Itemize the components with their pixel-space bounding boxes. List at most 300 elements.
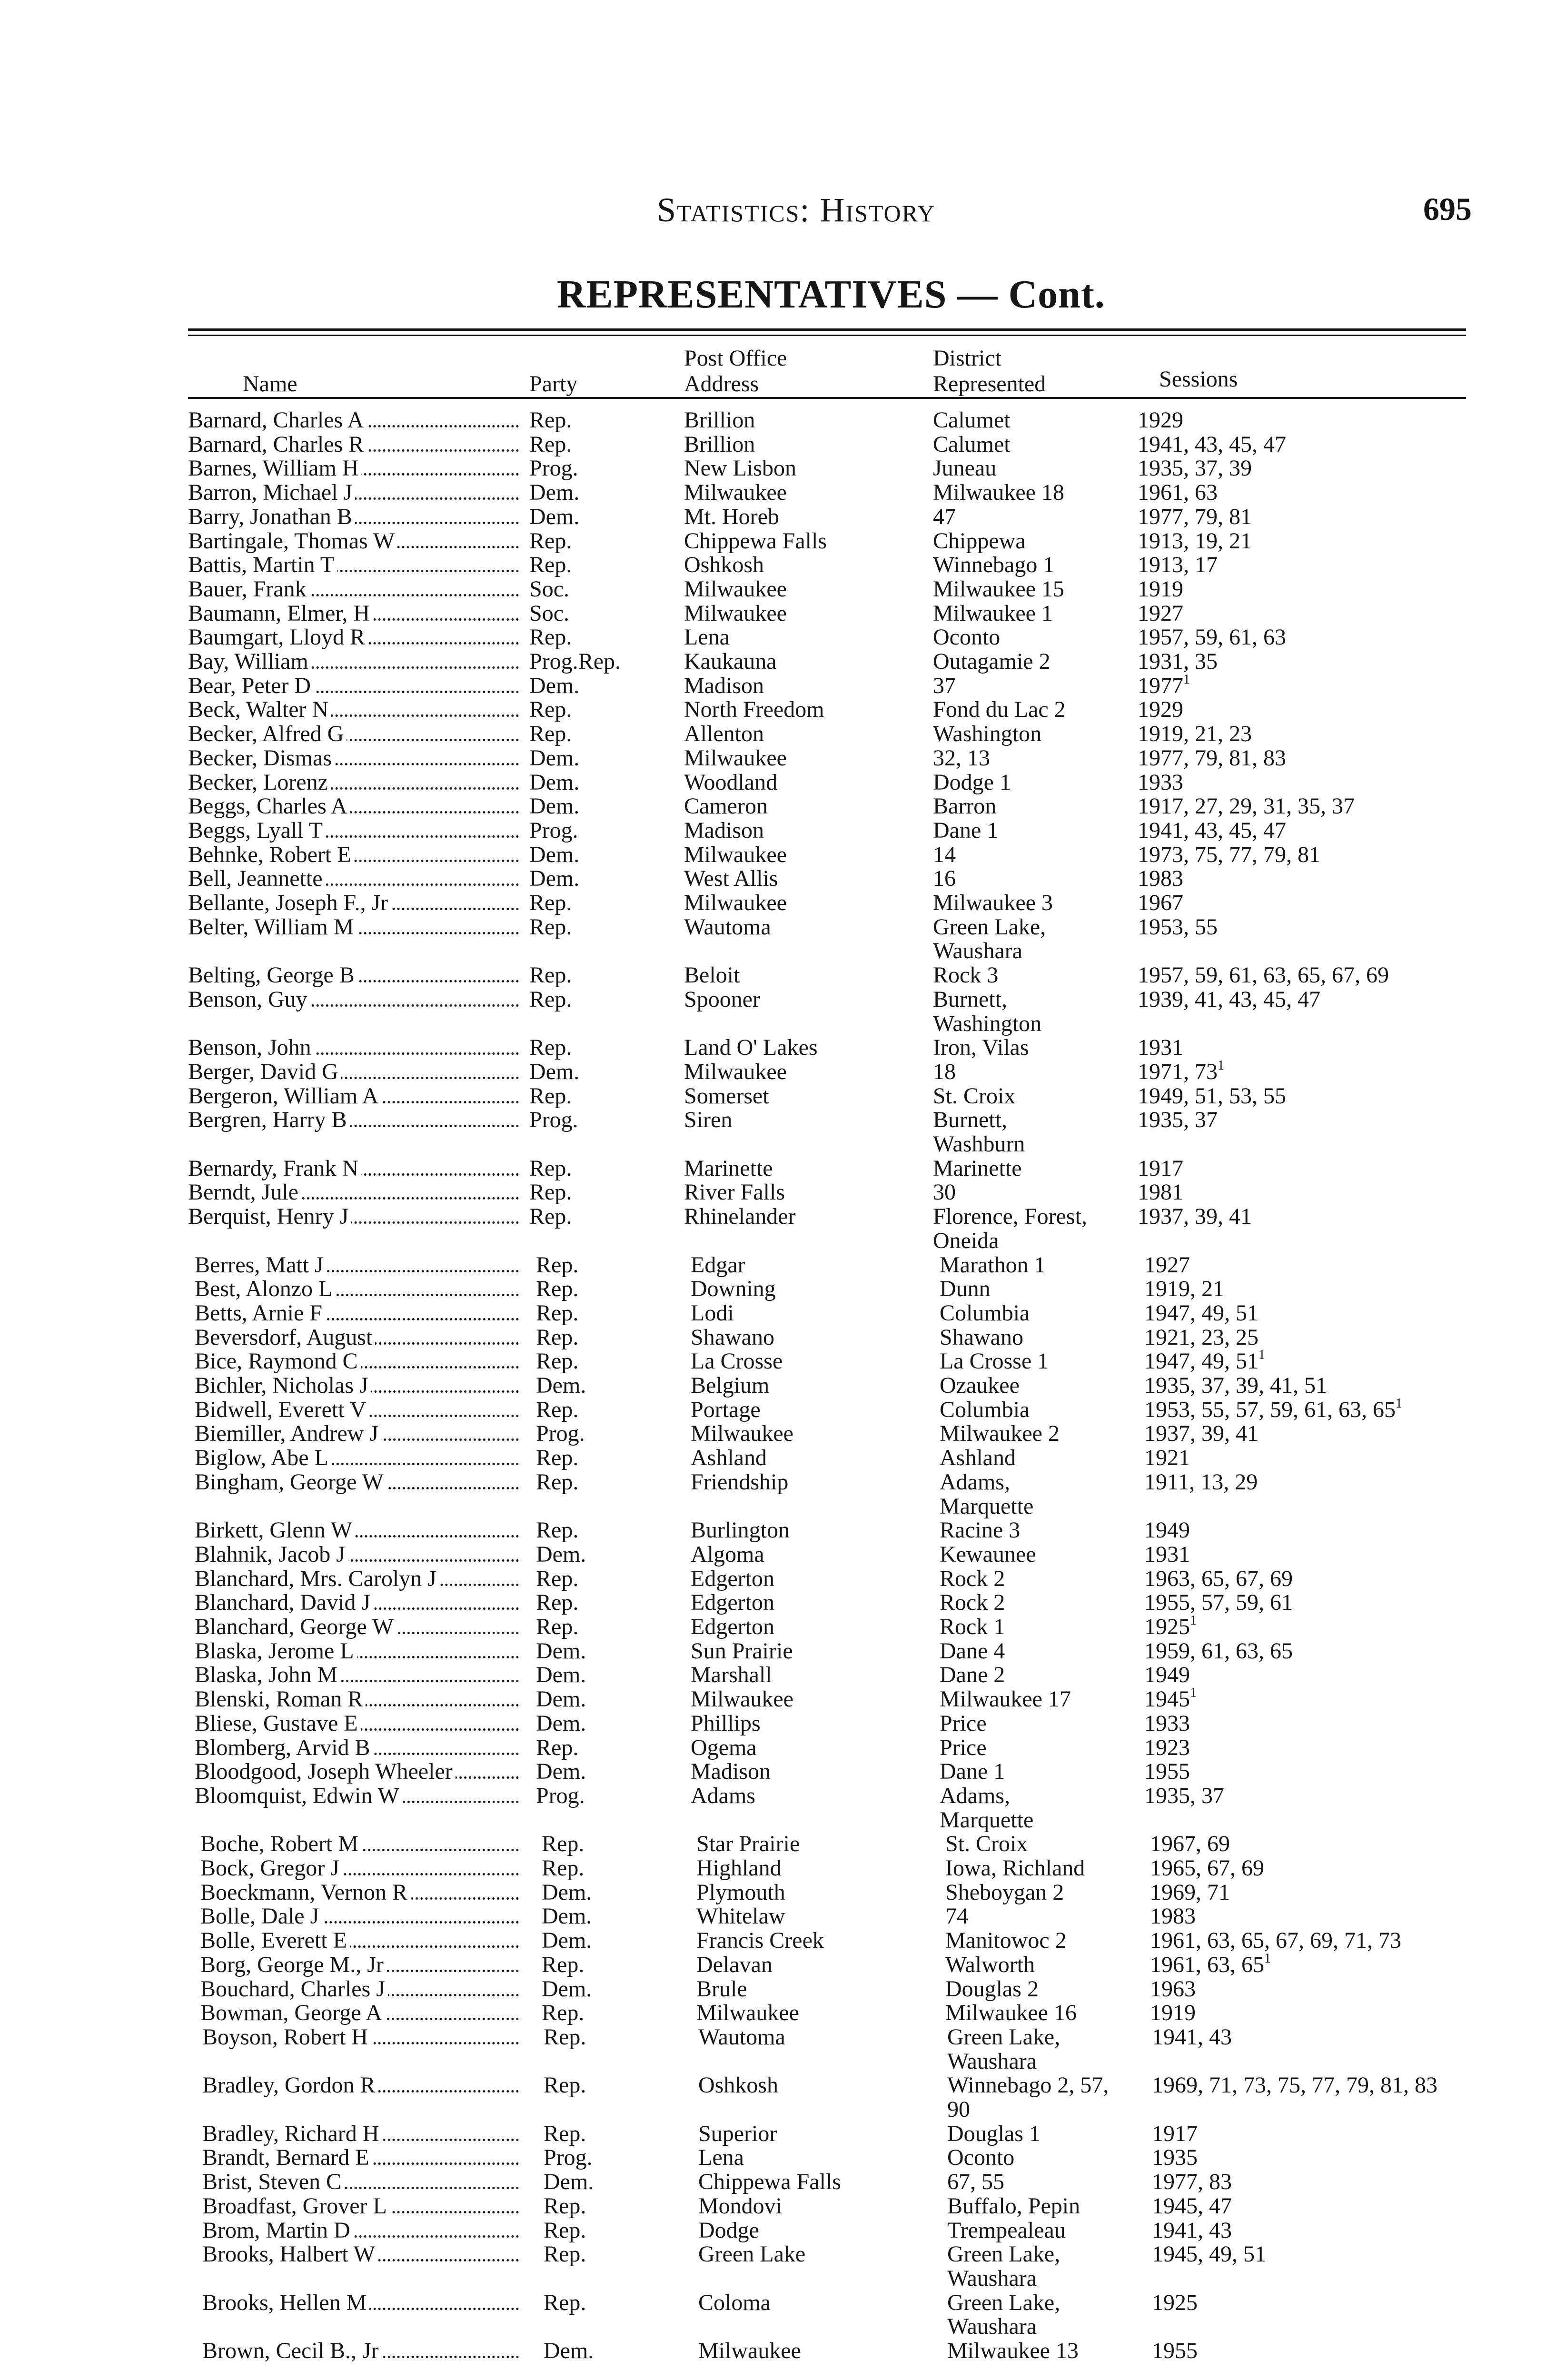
sessions-text: 1933 [1138, 769, 1183, 795]
sessions [1152, 2170, 1232, 2194]
member-name [195, 1639, 519, 1663]
post-office: Spooner [684, 986, 760, 1012]
post-office: Adams [691, 1783, 755, 1808]
member-name-text: Betts, Arnie F [195, 1301, 325, 1325]
member-name-text: Bellante, Joseph F., Jr [188, 891, 391, 915]
sessions-text: 1935, 37, 39 [1138, 456, 1252, 481]
district-line: Winnebago 1 [933, 552, 1055, 578]
sessions [1152, 2339, 1198, 2363]
district-line: Dane 1 [933, 817, 999, 843]
sessions [1138, 625, 1286, 649]
district-line: Ozaukee [940, 1373, 1020, 1398]
member-name-text: Bolle, Everett E [200, 1929, 350, 1953]
sessions [1138, 988, 1320, 1012]
party: Rep. [529, 407, 572, 433]
sessions-text: 1921 [1144, 1445, 1190, 1471]
post-office: Milwaukee [696, 2000, 799, 2026]
member-name [200, 1953, 519, 1977]
sessions-text: 1919, 21, 23 [1138, 721, 1252, 747]
party: Dem. [536, 1710, 586, 1736]
district-line: Washburn [933, 1131, 1025, 1157]
party: Rep. [544, 2073, 586, 2098]
district-line: St. Croix [945, 1831, 1028, 1857]
member-name [188, 481, 519, 505]
sessions [1138, 408, 1183, 432]
district-line: Marathon 1 [940, 1252, 1046, 1278]
district-line: Marquette [940, 1493, 1034, 1519]
party: Dem. [529, 842, 580, 867]
sessions [1144, 1398, 1402, 1422]
member-name-text: Bowman, George A [200, 2001, 385, 2025]
sessions-text: 1919 [1138, 576, 1183, 602]
sessions-text: 1929 [1138, 697, 1183, 723]
district-line: Waushara [947, 2265, 1037, 2291]
member-name [188, 1060, 519, 1084]
party: Dem. [529, 504, 580, 529]
member-name [188, 553, 519, 577]
member-name-text: Bloodgood, Joseph Wheeler [195, 1760, 456, 1784]
sessions [1138, 819, 1286, 843]
member-name [195, 1543, 519, 1567]
sessions [1144, 1663, 1190, 1687]
sessions [1138, 456, 1252, 480]
member-name-text: Baumgart, Lloyd R [188, 625, 368, 649]
member-name-text: Barry, Jonathan B [188, 505, 355, 529]
member-name [188, 698, 519, 722]
party: Rep. [529, 1083, 572, 1109]
member-name [188, 650, 519, 674]
party: Rep. [529, 1155, 572, 1181]
post-office: Edgar [691, 1252, 745, 1278]
post-office: Wautoma [684, 914, 771, 940]
page-number: 695 [1423, 191, 1472, 227]
member-name [188, 915, 519, 939]
party: Rep. [542, 1855, 585, 1881]
member-name-text: Bice, Raymond C [195, 1349, 361, 1373]
member-name-text: Bolle, Dale J [200, 1904, 322, 1928]
sessions-text: 1913, 17 [1138, 552, 1218, 578]
district-line: Dane 4 [940, 1638, 1005, 1664]
member-name [195, 1349, 519, 1373]
member-name [200, 1904, 519, 1928]
district-line: Washington [933, 1011, 1042, 1036]
sessions-text: 1937, 39, 41 [1138, 1204, 1252, 1230]
member-name [195, 1518, 519, 1542]
member-name-text: Baumann, Elmer, H [188, 602, 373, 625]
sessions-text: 1925 [1144, 1614, 1190, 1639]
party: Dem. [529, 745, 580, 771]
party: Rep. [536, 1324, 579, 1350]
district-line: Chippewa [933, 528, 1026, 554]
post-office: Woodland [684, 769, 778, 795]
sessions [1144, 1253, 1190, 1277]
post-office: Milwaukee [684, 600, 787, 626]
party: Rep. [542, 2000, 585, 2026]
member-name-text: Blanchard, David J [195, 1591, 373, 1615]
sessions-text: 1983 [1138, 866, 1183, 892]
party: Rep. [536, 1469, 579, 1495]
party: Rep. [536, 1397, 579, 1422]
footnote-marker: 1 [1183, 672, 1190, 687]
post-office: Milwaukee [684, 890, 787, 915]
member-name-text: Blahnik, Jacob J [195, 1543, 348, 1567]
post-office: River Falls [684, 1180, 785, 1205]
member-name-text: Becker, Alfred G [188, 722, 347, 746]
party: Dem. [536, 1541, 586, 1567]
member-name-text: Berres, Matt J [195, 1253, 327, 1277]
post-office: Ashland [691, 1445, 767, 1471]
post-office: Belgium [691, 1373, 770, 1398]
running-head: Statistics: History [657, 191, 936, 229]
member-name-text: Barron, Michael J [188, 481, 355, 505]
post-office: Kaukauna [684, 649, 777, 674]
member-name-text: Benson, John [188, 1036, 314, 1060]
sessions-text: 1927 [1144, 1252, 1190, 1278]
footnote-marker: 1 [1218, 1058, 1224, 1073]
party: Rep. [529, 721, 572, 747]
member-name-text: Brandt, Bernard E [202, 2146, 372, 2170]
district-line: Trempealeau [947, 2217, 1066, 2243]
member-name [188, 843, 519, 867]
post-office: Superior [698, 2121, 777, 2146]
district-line: Kewaunee [940, 1541, 1036, 1567]
party: Rep. [544, 2193, 586, 2219]
member-name-text: Beggs, Lyall T [188, 819, 326, 843]
sessions-text: 1931 [1138, 1035, 1183, 1061]
member-name [195, 1591, 519, 1615]
sessions-text: 1953, 55 [1138, 914, 1218, 940]
sessions [1144, 1639, 1293, 1663]
district-line: Walworth [945, 1952, 1035, 1977]
sessions [1144, 1591, 1293, 1615]
member-name [195, 1422, 519, 1446]
member-name-text: Barnard, Charles A [188, 408, 367, 432]
sessions [1138, 433, 1286, 456]
party: Rep. [544, 2290, 586, 2315]
sessions [1150, 1977, 1196, 2001]
sessions [1152, 2025, 1232, 2049]
member-name [202, 2242, 519, 2266]
member-name-text: Bernardy, Frank N [188, 1157, 361, 1180]
member-name-text: Blaska, John M [195, 1663, 340, 1687]
sessions-text: 1963, 65, 67, 69 [1144, 1566, 1293, 1591]
member-name [200, 1881, 519, 1904]
district-line: Waushara [947, 2048, 1037, 2074]
member-name-text: Blomberg, Arvid B [195, 1736, 373, 1760]
sessions [1144, 1687, 1197, 1711]
member-name [188, 625, 519, 649]
sessions-text: 1941, 43, 45, 47 [1138, 817, 1286, 843]
sessions [1150, 1904, 1196, 1928]
member-name [195, 1663, 519, 1687]
sessions [1144, 1760, 1190, 1784]
post-office: Sun Prairie [691, 1638, 793, 1664]
party: Dem. [536, 1686, 586, 1712]
sessions-text: 1949, 51, 53, 55 [1138, 1083, 1286, 1109]
sessions [1150, 1881, 1230, 1904]
sessions [1144, 1326, 1259, 1349]
post-office: Ogema [691, 1735, 757, 1760]
member-name [200, 1977, 519, 2001]
sessions-text: 1955, 57, 59, 61 [1144, 1590, 1293, 1616]
post-office: Chippewa Falls [684, 528, 827, 554]
sessions [1144, 1784, 1224, 1808]
member-name-text: Bouchard, Charles J [200, 1977, 388, 2001]
district-line: Racine 3 [940, 1517, 1021, 1543]
party: Dem. [542, 1976, 592, 2002]
post-office: Milwaukee [684, 576, 787, 602]
sessions-text: 1917, 27, 29, 31, 35, 37 [1138, 793, 1355, 819]
member-name [200, 2001, 519, 2025]
sessions [1138, 529, 1252, 553]
sessions-text: 1931, 35 [1138, 649, 1218, 674]
post-office: Marshall [691, 1662, 772, 1688]
member-name-text: Blenski, Roman R [195, 1687, 366, 1711]
member-name [195, 1687, 519, 1711]
sessions-text: 1931 [1144, 1541, 1190, 1567]
district-line: Milwaukee 15 [933, 576, 1064, 602]
footnote-marker: 1 [1264, 1951, 1271, 1966]
post-office: Downing [691, 1276, 776, 1302]
member-name-text: Belting, George B [188, 963, 357, 987]
post-office: Oshkosh [698, 2073, 779, 2098]
sessions-text: 1939, 41, 43, 45, 47 [1138, 986, 1320, 1012]
sessions-text: 1947, 49, 51 [1144, 1349, 1259, 1374]
member-name-text: Bradley, Richard H [202, 2122, 382, 2146]
post-office: Milwaukee [684, 745, 787, 771]
member-name [188, 1180, 519, 1204]
district-line: Washington [933, 721, 1042, 747]
sessions [1138, 746, 1286, 770]
member-name-text: Boeckmann, Vernon R [200, 1881, 410, 1904]
post-office: Lena [684, 625, 730, 650]
sessions [1138, 1084, 1286, 1108]
post-office: Milwaukee [684, 480, 787, 506]
sessions-text: 1941, 43 [1152, 2024, 1232, 2050]
district-line: Outagamie 2 [933, 649, 1050, 674]
member-name [195, 1615, 519, 1639]
district-line: Dane 1 [940, 1759, 1005, 1785]
member-name [188, 771, 519, 794]
district-line: 14 [933, 842, 956, 867]
district-line: Sheboygan 2 [945, 1879, 1064, 1905]
member-name-text: Bauer, Frank [188, 577, 309, 601]
post-office: Madison [684, 673, 764, 698]
member-name [188, 1036, 519, 1060]
post-office: Edgerton [691, 1566, 774, 1591]
district-line: Manitowoc 2 [945, 1928, 1067, 1954]
member-name-text: Boche, Robert M [200, 1832, 361, 1856]
member-name [195, 1760, 519, 1784]
member-name-text: Bergren, Harry B [188, 1108, 350, 1132]
post-office: Green Lake [698, 2241, 806, 2267]
sessions [1138, 891, 1183, 915]
sessions-text: 1945, 49, 51 [1152, 2241, 1266, 2267]
post-office: Allenton [684, 721, 764, 747]
sessions-text: 1949 [1144, 1662, 1190, 1688]
member-name-text: Best, Alonzo L [195, 1277, 335, 1301]
column-header-post-office-line1: Post Office [684, 346, 787, 371]
district-line: Green Lake, [947, 2290, 1060, 2315]
post-office: Mt. Horeb [684, 504, 779, 529]
district-line: Green Lake, [947, 2024, 1060, 2050]
sessions-text: 1955 [1144, 1759, 1190, 1785]
post-office: Phillips [691, 1710, 761, 1736]
sessions-text: 1977 [1138, 673, 1183, 698]
post-office: Brillion [684, 431, 755, 457]
sessions-text: 1941, 43 [1152, 2217, 1232, 2243]
sessions [1144, 1712, 1190, 1735]
sessions [1138, 1180, 1183, 1204]
district-line: Rock 1 [940, 1614, 1005, 1639]
district-line: La Crosse 1 [940, 1349, 1049, 1374]
sessions-text: 1941, 43, 45, 47 [1138, 431, 1286, 457]
column-header-post-office-line2: Address [684, 371, 759, 397]
sessions-text: 1957, 59, 61, 63, 65, 67, 69 [1138, 962, 1389, 988]
member-name [202, 2073, 519, 2097]
member-name-text: Becker, Dismas [188, 746, 335, 770]
post-office: Wautoma [698, 2024, 785, 2050]
member-name-text: Bartingale, Thomas W [188, 529, 397, 553]
sessions-text: 1971, 73 [1138, 1059, 1218, 1084]
member-name [202, 2146, 519, 2170]
district-line: 18 [933, 1059, 956, 1084]
member-name-text: Battis, Martin T [188, 553, 337, 577]
post-office: Plymouth [696, 1879, 785, 1905]
member-name [195, 1446, 519, 1470]
district-line: Iron, Vilas [933, 1035, 1029, 1061]
sessions-text: 1981 [1138, 1180, 1183, 1205]
sessions [1138, 771, 1183, 794]
post-office: Burlington [691, 1517, 790, 1543]
sessions-text: 1925 [1152, 2290, 1198, 2315]
member-name-text: Behnke, Robert E [188, 843, 354, 867]
district-line: Fond du Lac 2 [933, 697, 1066, 723]
member-name-text: Blaska, Jerome L [195, 1639, 357, 1663]
member-name [188, 505, 519, 529]
party: Dem. [529, 866, 580, 892]
sessions-text: 1961, 63, 65, 67, 69, 71, 73 [1150, 1928, 1401, 1954]
district-line: Waushara [947, 2314, 1037, 2340]
district-line: 30 [933, 1180, 956, 1205]
member-name-text: Bear, Peter D [188, 674, 314, 698]
district-line: 90 [947, 2097, 970, 2122]
member-name [195, 1736, 519, 1760]
post-office: Coloma [698, 2290, 771, 2315]
district-line: Oneida [933, 1228, 999, 1253]
sessions [1138, 553, 1218, 577]
party: Rep. [529, 914, 572, 940]
district-line: Shawano [940, 1324, 1023, 1350]
sessions [1138, 577, 1183, 601]
member-name-text: Bergeron, William A [188, 1084, 381, 1108]
party: Prog. [536, 1783, 585, 1808]
sessions-text: 1921, 23, 25 [1144, 1324, 1259, 1350]
post-office: Marinette [684, 1155, 773, 1181]
district-line: Calumet [933, 407, 1011, 433]
post-office: Friendship [691, 1469, 789, 1495]
member-name-text: Belter, William M [188, 915, 357, 939]
sessions-text: 1977, 83 [1152, 2169, 1232, 2195]
post-office: Algoma [691, 1541, 764, 1567]
party: Prog. [529, 817, 578, 843]
sessions [1144, 1422, 1259, 1446]
sessions-text: 1973, 75, 77, 79, 81 [1138, 842, 1320, 867]
party: Rep. [536, 1566, 579, 1591]
sessions-text: 1933 [1144, 1710, 1190, 1736]
district-line: Price [940, 1735, 987, 1760]
sessions-text: 1965, 67, 69 [1150, 1855, 1264, 1881]
party: Dem. [542, 1928, 592, 1954]
sessions [1138, 915, 1218, 939]
member-name-text: Bell, Jeannette [188, 867, 326, 891]
sessions-text: 1935, 37 [1144, 1783, 1224, 1808]
member-name-text: Berquist, Henry J [188, 1205, 351, 1229]
member-name [195, 1398, 519, 1422]
post-office: Milwaukee [691, 1686, 793, 1712]
member-name [202, 2219, 519, 2242]
district-line: Rock 2 [940, 1590, 1005, 1616]
party: Rep. [536, 1614, 579, 1639]
member-name [188, 674, 519, 698]
sessions-text: 1913, 19, 21 [1138, 528, 1252, 554]
sessions [1144, 1470, 1258, 1494]
sessions-text: 1935, 37 [1138, 1107, 1218, 1133]
sessions [1138, 1108, 1218, 1132]
district-line: Adams, [940, 1783, 1010, 1808]
district-line: Adams, [940, 1469, 1010, 1495]
sessions [1152, 2242, 1266, 2266]
district-line: Winnebago 2, 57, [947, 2073, 1109, 2098]
post-office: Lodi [691, 1300, 734, 1326]
party: Rep. [529, 1204, 572, 1230]
member-name [188, 408, 519, 432]
sessions-text: 1977, 79, 81 [1138, 504, 1252, 529]
sessions-text: 1917 [1138, 1155, 1183, 1181]
sessions [1144, 1301, 1259, 1325]
sessions-text: 1963 [1150, 1976, 1196, 2002]
member-name-text: Brown, Cecil B., Jr [202, 2339, 382, 2363]
sessions [1138, 674, 1190, 698]
post-office: Francis Creek [696, 1928, 824, 1954]
sessions [1138, 963, 1389, 987]
sessions-text: 1919 [1150, 2000, 1196, 2026]
member-name [188, 722, 519, 746]
district-line: Ashland [940, 1445, 1016, 1471]
member-name-text: Biglow, Abe L [195, 1446, 331, 1470]
district-line: Marinette [933, 1155, 1022, 1181]
district-line: 37 [933, 673, 956, 698]
sessions [1144, 1349, 1265, 1373]
district-line: Oconto [947, 2145, 1015, 2171]
party: Dem. [542, 1879, 592, 1905]
post-office: Dodge [698, 2217, 759, 2243]
member-name [188, 456, 519, 480]
party: Dem. [529, 793, 580, 819]
member-name-text: Barnes, William H [188, 456, 361, 480]
sessions-text: 1969, 71, 73, 75, 77, 79, 81, 83 [1152, 2073, 1437, 2098]
post-office: Whitelaw [696, 1904, 785, 1929]
footnote-marker: 1 [1396, 1396, 1402, 1411]
member-name [188, 867, 519, 891]
member-name [188, 1108, 519, 1132]
sessions [1144, 1543, 1190, 1567]
member-name-text: Bliese, Gustave E [195, 1712, 361, 1735]
district-line: Florence, Forest, [933, 1204, 1087, 1230]
member-name [195, 1470, 519, 1494]
post-office: Milwaukee [684, 842, 787, 867]
district-line: Barron [933, 793, 997, 819]
